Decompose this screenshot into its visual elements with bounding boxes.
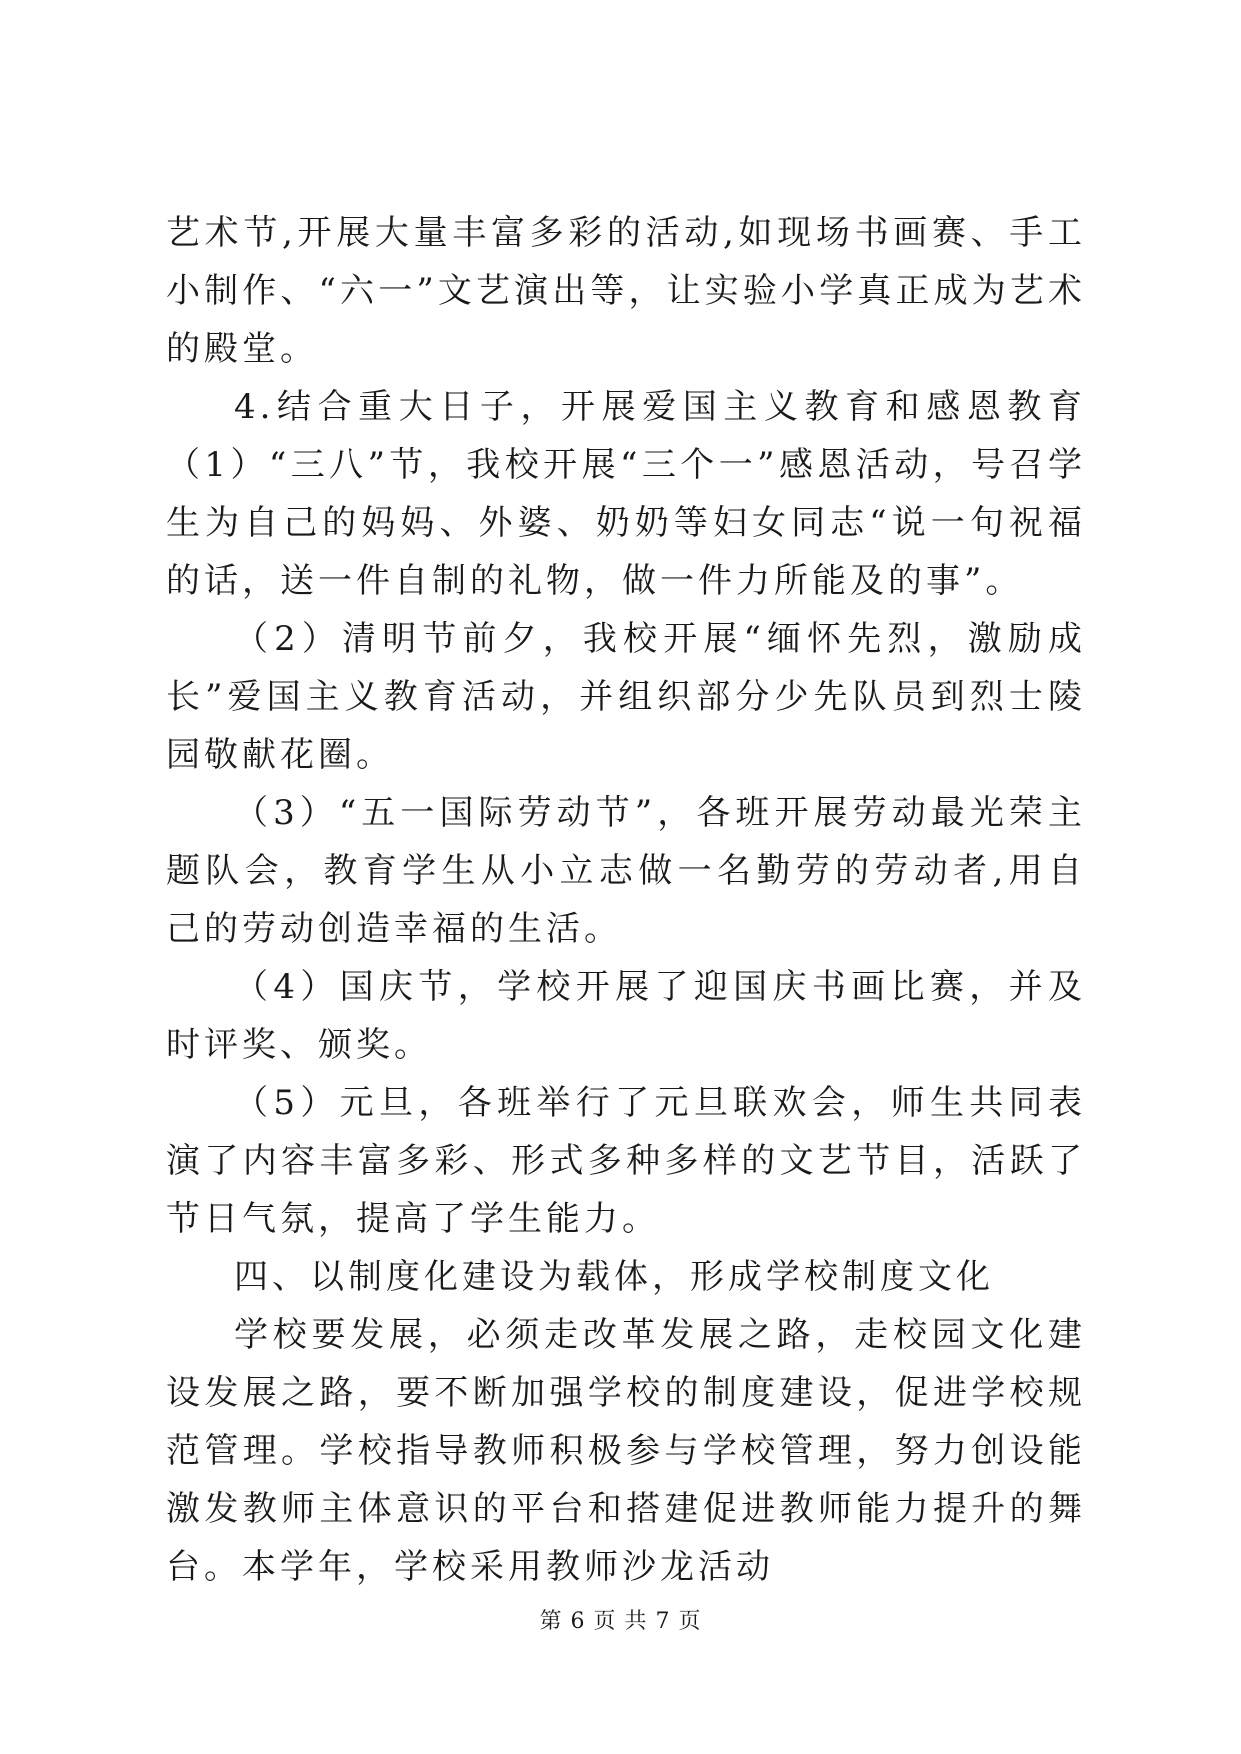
paragraph-continuation: 艺术节,开展大量丰富多彩的活动,如现场书画赛、手工小制作、“六一”文艺演出等，让实验小学真正成为艺术的殿堂。 — [166, 213, 1086, 369]
document-body — [166, 204, 1086, 1596]
paragraph-item-3: （3）“五一国际劳动节”，各班开展劳动最光荣主题队会，教育学生从小立志做一名勤劳的劳动者,用自己的劳动创造幸福的生活。 — [166, 793, 1086, 949]
paragraph-item-4-national-day: （4）国庆节，学校开展了迎国庆书画比赛，并及时评奖、颁奖。 — [166, 967, 1086, 1065]
page-number-footer: 第 6 页 共 7 页 — [539, 1609, 702, 1634]
paragraph-item-2: （2）清明节前夕，我校开展“缅怀先烈，激励成长”爱国主义教育活动，并组织部分少先队员到烈士陵园敬献花圈。 — [166, 619, 1086, 775]
paragraph-section-4-body: 学校要发展，必须走改革发展之路，走校园文化建设发展之路，要不断加强学校的制度建设，促进学校规范管理。学校指导教师积极参与学校管理，努力创设能激发教师主体意识的平台和搭建促进教师能力提升的舞台。本学年，学校采用教师沙龙活动 — [166, 1315, 1086, 1587]
section-heading-4: 四、以制度化建设为载体，形成学校制度文化 — [234, 1257, 994, 1297]
paragraph-item-5: （5）元旦，各班举行了元旦联欢会，师生共同表演了内容丰富多彩、形式多种多样的文艺节目，活跃了节日气氛，提高了学生能力。 — [166, 1083, 1086, 1239]
paragraph-item-4: 4.结合重大日子，开展爱国主义教育和感恩教育（1）“三八”节，我校开展“三个一”感恩活动，号召学生为自己的妈妈、外婆、奶奶等妇女同志“说一句祝福的话，送一件自制的礼物，做一件力所能及的事”。 — [166, 387, 1086, 601]
